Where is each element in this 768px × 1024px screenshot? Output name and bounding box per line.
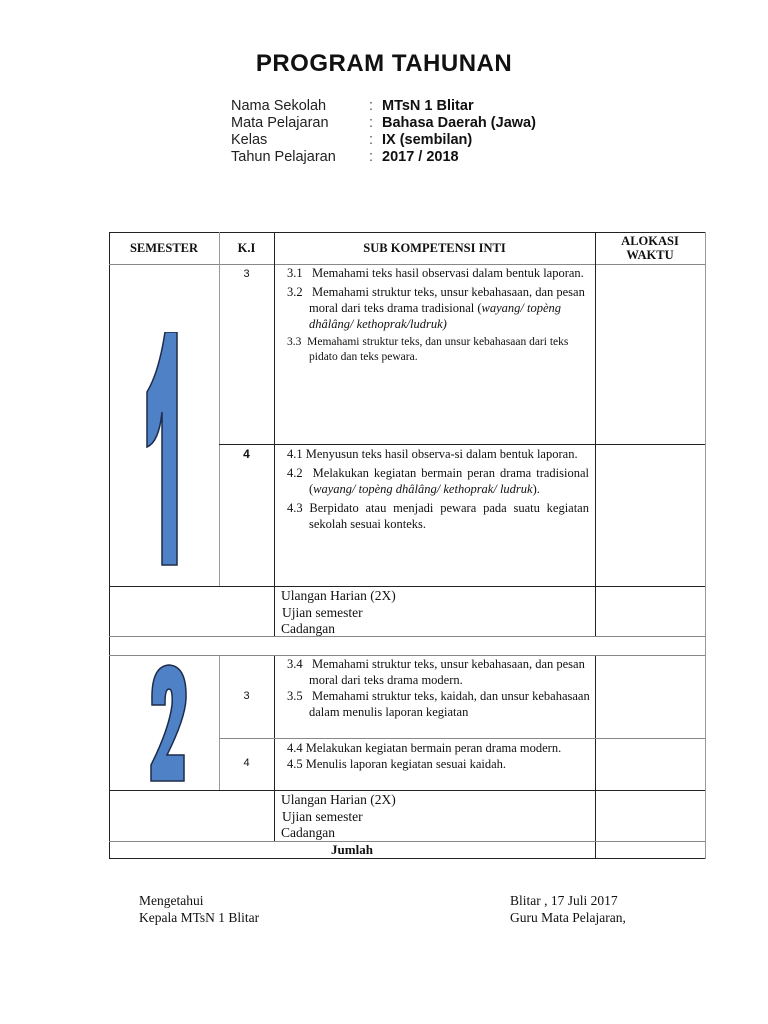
competency-3-4 xyxy=(281,656,593,688)
row-divider-s1-ki3-ki4 xyxy=(219,444,705,445)
header-alokasi-line1: ALOKASI xyxy=(621,234,679,248)
header-semester: SEMESTER xyxy=(129,241,199,255)
item-num: 3.2 xyxy=(287,285,303,299)
col-divider-semester-ki xyxy=(219,232,220,586)
item-text: Berpidato atau menjadi pewara pada suatu kegiatan sekolah sesuai konteks. xyxy=(309,501,589,531)
meta-label: Mata Pelajaran xyxy=(231,115,329,131)
item-text: Memahami struktur teks, dan unsur kebahasaan dari teks pidato dan teks pewara. xyxy=(307,336,569,363)
col-divider-ki-sub-s2 xyxy=(274,655,275,841)
meta-row-subject xyxy=(231,115,536,132)
competency-4-5 xyxy=(281,756,593,772)
signature-right-line2: Guru Mata Pelajaran, xyxy=(510,910,626,925)
meta-colon: : xyxy=(369,132,374,148)
item-num: 3.1 xyxy=(287,266,303,280)
item-italic: wayang/ topèng dhâlâng/ kethoprak/ludruk) xyxy=(309,301,562,331)
item-text: Melakukan kegiatan bermain peran drama tradisional ( xyxy=(309,466,589,496)
meta-value: 2017 / 2018 xyxy=(382,149,459,165)
s1-ki4-items xyxy=(281,446,589,532)
item-num: 4.5 xyxy=(287,757,303,771)
signature-left-line1: Mengetahui xyxy=(139,893,204,908)
meta-colon: : xyxy=(369,115,374,131)
header-sub-kompetensi: SUB KOMPETENSI INTI xyxy=(363,241,506,255)
item-text: Melakukan kegiatan bermain peran drama modern. xyxy=(305,741,562,755)
s1-ki3-label: 3 xyxy=(243,268,250,280)
meta-colon: : xyxy=(369,98,374,114)
header-alokasi-waktu xyxy=(595,234,705,262)
row-divider-s2-ki3-ki4 xyxy=(219,738,705,739)
meta-row-class xyxy=(231,132,536,149)
s1-assessment xyxy=(281,588,581,638)
item-italic: wayang/ topèng dhâlâng/ kethoprak/ ludruk xyxy=(313,482,533,496)
table-border-bottom xyxy=(109,858,705,859)
row-divider-s1-assessment xyxy=(109,586,705,587)
item-text: Memahami teks hasil observasi dalam bentuk laporan. xyxy=(312,266,584,280)
competency-3-1 xyxy=(281,265,591,281)
signature-right xyxy=(510,892,626,926)
table-border-right xyxy=(705,232,706,859)
page-title: PROGRAM TAHUNAN xyxy=(255,50,513,77)
document-meta xyxy=(231,98,536,166)
competency-4-3 xyxy=(281,500,589,532)
col-divider-semester-ki-s2 xyxy=(219,655,220,790)
meta-row-school xyxy=(231,98,536,115)
competency-4-4 xyxy=(281,740,593,756)
item-num: 4.3 xyxy=(287,501,303,515)
s2-ki3-label: 3 xyxy=(243,690,250,702)
assessment-daily-test: Ulangan Harian (2X) xyxy=(281,588,396,603)
item-text: Menyusun teks hasil observa-si dalam bentuk laporan. xyxy=(305,447,578,461)
competency-4-2 xyxy=(281,465,589,497)
meta-value: Bahasa Daerah (Jawa) xyxy=(382,115,536,131)
semester-2-numeral-icon xyxy=(149,663,189,783)
item-text: Memahami struktur teks, unsur kebahasaan, dan pesan moral dari teks drama modern. xyxy=(309,657,585,687)
col-divider-sub-alokasi-s2 xyxy=(595,655,596,859)
item-num: 3.4 xyxy=(287,657,303,671)
item-tail: ). xyxy=(532,482,540,496)
s2-ki4-items xyxy=(281,740,593,772)
s1-ki3-items xyxy=(281,265,591,365)
s2-ki3-items xyxy=(281,656,593,720)
s2-ki4-label: 4 xyxy=(243,757,250,769)
header-ki: K.I xyxy=(237,241,256,255)
item-text: Menulis laporan kegiatan sesuai kaidah. xyxy=(305,757,507,771)
table-border-left xyxy=(109,232,110,859)
item-num: 4.2 xyxy=(287,466,303,480)
competency-3-2 xyxy=(281,284,591,332)
meta-label: Kelas xyxy=(231,132,268,148)
col-divider-sub-alokasi xyxy=(595,232,596,636)
signature-right-line1: Blitar , 17 Juli 2017 xyxy=(510,893,618,908)
meta-label: Nama Sekolah xyxy=(231,98,327,114)
meta-value: MTsN 1 Blitar xyxy=(382,98,474,114)
competency-4-1 xyxy=(281,446,589,462)
semester-1-numeral-icon xyxy=(139,332,189,568)
signature-left xyxy=(139,892,259,926)
meta-value: IX (sembilan) xyxy=(382,132,473,148)
item-text: Memahami struktur teks, unsur kebahasaan, dan pesan moral dari teks drama tradisional ( xyxy=(309,285,585,315)
assessment-daily-test: Ulangan Harian (2X) xyxy=(281,792,396,807)
signature-left-line2: Kepala MTsN 1 Blitar xyxy=(139,910,260,925)
table-border-top xyxy=(109,232,705,233)
item-num: 3.5 xyxy=(287,689,303,703)
total-label: Jumlah xyxy=(331,842,373,857)
item-num: 3.3 xyxy=(287,336,302,348)
competency-3-5 xyxy=(281,688,593,720)
meta-colon: : xyxy=(369,149,374,165)
assessment-reserve: Cadangan xyxy=(281,825,335,840)
s2-assessment xyxy=(281,792,581,842)
header-alokasi-line2: WAKTU xyxy=(626,248,674,262)
assessment-semester-exam: Ujian semester xyxy=(282,808,363,824)
item-text: Memahami struktur teks, kaidah, dan unsur kebahasaan dalam menulis laporan kegiatan xyxy=(309,689,590,719)
row-divider-s2-assessment xyxy=(109,790,705,791)
assessment-reserve: Cadangan xyxy=(281,621,335,636)
meta-label: Tahun Pelajaran xyxy=(231,149,336,165)
assessment-semester-exam: Ujian semester xyxy=(282,604,363,620)
col-divider-ki-sub xyxy=(274,232,275,636)
s1-ki4-label: 4 xyxy=(243,447,250,461)
competency-3-3 xyxy=(281,335,591,365)
item-num: 4.1 xyxy=(287,447,303,461)
item-num: 4.4 xyxy=(287,741,303,755)
meta-row-year xyxy=(231,149,536,166)
annual-program-table xyxy=(109,232,705,858)
